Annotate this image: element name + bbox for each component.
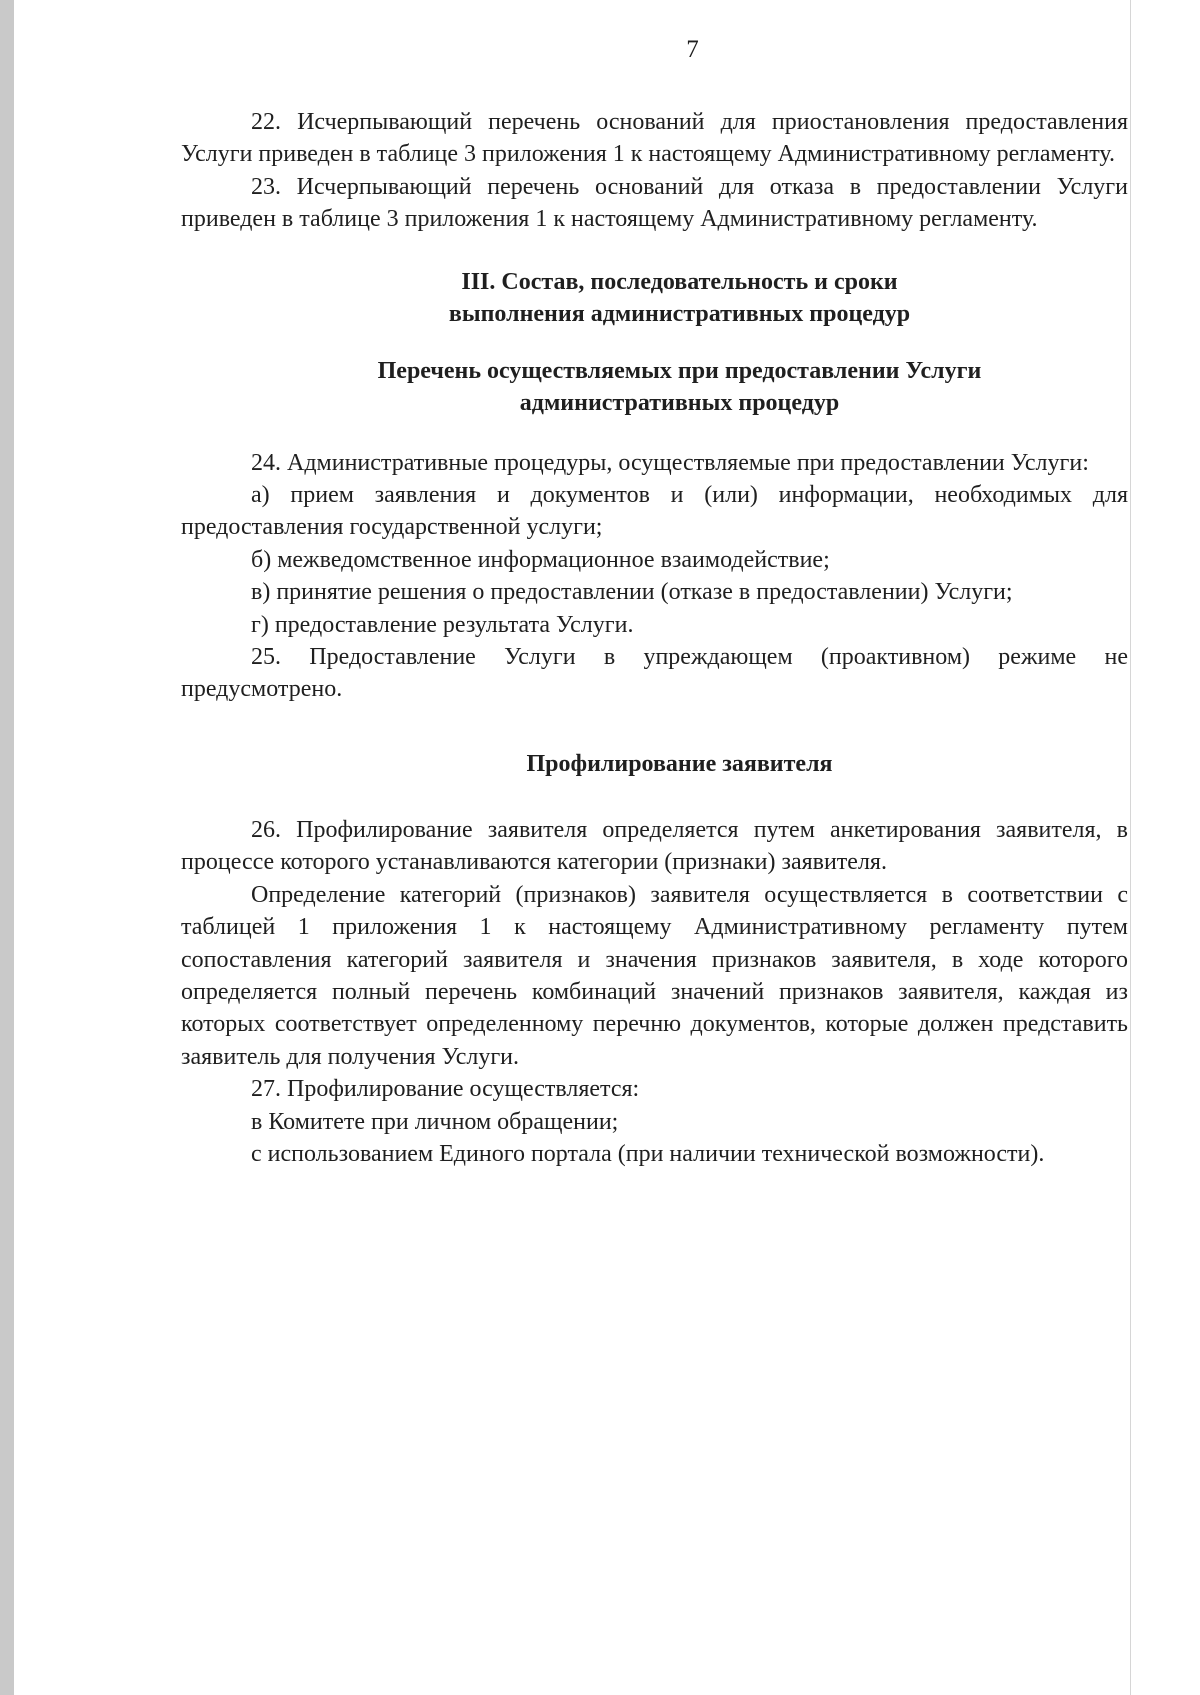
paragraph-26: 26. Профилирование заявителя определяется путем анкетирования заявителя, в процессе которого устанавливаются категории (признаки) заявителя. xyxy=(181,816,1128,876)
section-heading-line-1: III. Состав, последовательность и сроки xyxy=(461,268,898,295)
section-heading-line-2: выполнения административных процедур xyxy=(448,300,911,327)
page-number: 7 xyxy=(686,36,699,63)
section-heading xyxy=(181,266,1128,330)
paragraph-27-item-2: с использованием Единого портала (при наличии технической возможности). xyxy=(251,1140,1045,1167)
list-item-a: а) прием заявления и документов и (или) информации, необходимых для предоставления государственной услуги; xyxy=(181,482,1128,541)
paragraph-27-item-1: в Комитете при личном обращении; xyxy=(251,1108,619,1135)
profiling-heading: Профилирование заявителя xyxy=(526,750,833,777)
paragraph-26-continued: Определение категорий (признаков) заявителя осуществляется в соответствии с таблицей 1 приложения 1 к настоящему Административному регламенту путем сопоставления категорий заявителя и значения признаков заявителя, в ходе которого определяется полный перечень комбинаций значений признаков заявителя, каждая из которых соответствует определенному перечню документов, которые должен представить заявитель для получения Услуги. xyxy=(181,881,1128,1070)
paragraph-24: 24. Административные процедуры, осуществляемые при предоставлении Услуги: xyxy=(251,449,1089,476)
subsection-heading-line-2: административных процедур xyxy=(519,389,840,416)
subsection-heading-line-1: Перечень осуществляемых при предоставлении Услуги xyxy=(377,357,982,384)
paragraph-27: 27. Профилирование осуществляется: xyxy=(251,1076,640,1103)
list-item-b: б) межведомственное информационное взаимодействие; xyxy=(251,546,830,573)
list-item-v: в) принятие решения о предоставлении (отказе в предоставлении) Услуги; xyxy=(251,579,1013,606)
paragraph-22: 22. Исчерпывающий перечень оснований для приостановления предоставления Услуги приведен в таблице 3 приложения 1 к настоящему Административному регламенту. xyxy=(181,109,1128,168)
subsection-heading xyxy=(181,355,1128,419)
paragraph-23: 23. Исчерпывающий перечень оснований для отказа в предоставлении Услуги приведен в таблице 3 приложения 1 к настоящему Административному регламенту. xyxy=(181,173,1128,233)
list-item-g: г) предоставление результата Услуги. xyxy=(251,611,634,638)
document-body xyxy=(181,106,1128,1170)
paragraph-25: 25. Предоставление Услуги в упреждающем (проактивном) режиме не предусмотрено. xyxy=(181,644,1128,703)
